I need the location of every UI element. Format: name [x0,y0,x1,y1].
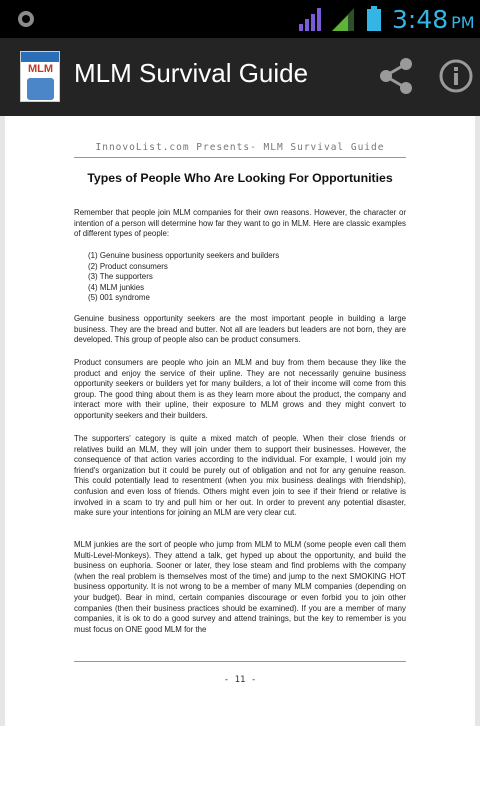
notification-icon [18,11,34,27]
list-item: (1) Genuine business opportunity seekers and builders [88,251,280,260]
list-item: (2) Product consumers [88,261,168,271]
list-item: (5) 001 syndrome [88,293,150,303]
list-item: (4) MLM junkies [88,282,145,292]
header-divider [74,157,406,158]
status-bar [0,0,480,38]
bottom-blank-area [0,726,480,800]
page-number: - 11 - [223,675,257,685]
wifi-signal-icon [298,6,326,32]
document-page [68,136,412,716]
app-title: MLM Survival Guide [74,58,309,88]
list-item: (3) The supporters [88,272,153,282]
page-title: Types of People Who Are Looking For Opportunities [87,171,393,185]
document-viewer[interactable] [0,116,480,726]
types-list [88,251,388,304]
info-icon[interactable] [436,56,476,96]
share-icon[interactable] [376,56,416,96]
app-logo-icon[interactable]: MLM [20,51,60,102]
paragraph-supporters: The supporters' category is quite a mixed match of people. When their close friends or relatives build an MLM, they will join under them to support their businesses. However, the consequence of that action varies according to the individual. For example, I would join my friend's organization but it could be purely out of obligation and not for any genuine reason. This could potentially lead to resentment (when you mix business dealings with friendship), confusion and even loss of friends. Others might even join to see if their friend or relative is involved in a scam to try and pull him or her out. In order to prevent any potential disaster, make sure your intentions for joining an MLM are very clear cut. [74,434,406,518]
paragraph-junkies: MLM junkies are the sort of people who jump from MLM to MLM (some people even call them Multi-Level-Monkeys). They attend a talk, get hyped up about the opportunity, and build the business on euphoria. Sooner or later, they lose steam and find problems with the company (when the real problem is themselves most of the time) and jump to the next SMOKING HOT business opportunity. It is not wrong to be a member of many MLM companies (depending on your budget). Bear in mind, certain companies discourage or even forbid you to join other companies (then their business practices should be examined). If you are a member of many companies, it is ok to do a good survey and attend trainings, but the key to remember is you must focus on ONE good MLM for the [74,540,406,634]
paragraph-genuine: Genuine business opportunity seekers are the most important people in building a large business. They are the bread and butter. Not all are leaders but leaders are not born, they are developed. This group of people also can be product consumers. [74,314,406,345]
action-bar [0,38,480,116]
clock: 3:48 PM [392,5,475,34]
intro-paragraph: Remember that people join MLM companies for their own reasons. However, the character or intention of a person will determine how far they want to go in MLM. Here are classic examples of different types of people: [74,208,406,239]
paragraph-product: Product consumers are people who join an MLM and buy from them because they like the product and enjoy the service of their upline. They are not necessarily genuine business opportunity seekers or builders yet for many builders, a lot of their income will come from this group. The good thing about them is as they learn more about the product, the company and interact more with their upline, their exposure to MLM grows and they might convert to opportunity seekers and their builders. [74,358,406,420]
footer-divider [74,661,406,662]
cell-signal-icon [330,6,356,32]
battery-icon [366,6,382,32]
running-header: InnovoList.com Presents- MLM Survival Guide [95,142,385,153]
